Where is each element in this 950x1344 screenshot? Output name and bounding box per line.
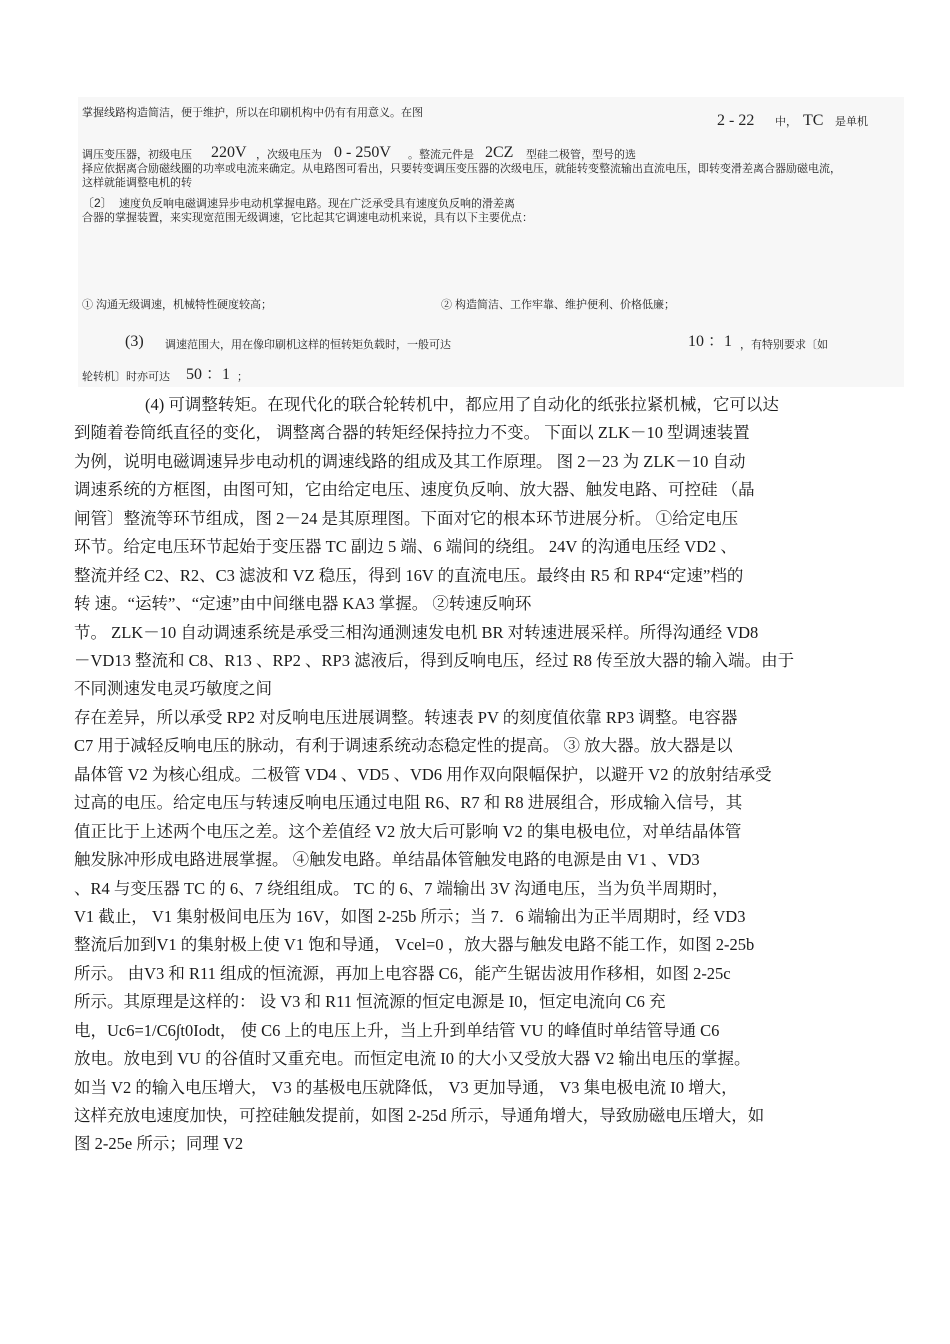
- excerpt-text: 是单机: [835, 116, 868, 128]
- body-line: 整流后加到V1 的集射极上使 V1 饱和导通， Vcel=0 ，放大器与触发电路不能工作，如图 2-25b: [74, 935, 755, 954]
- body-line: －VD13 整流和 C8、R13 、RP2 、RP3 滤液后，得到反响电压，经过 R8 传至放大器的输入端。由于: [74, 651, 795, 670]
- excerpt-line-1: 掌握线路构造简洁，便于维护，所以在印刷机构中仍有有用意义。在图: [82, 107, 423, 119]
- excerpt-line-3: 择应依据离合励磁线圈的功率或电流来确定。从电路图可看出，只要转变调压变压器的次级电压，就能转变整流输出直流电压，即转变滑差离合器励磁电流，: [82, 163, 841, 175]
- body-line: 图 2-25e 所示；同理 V2: [74, 1134, 244, 1153]
- body-line: V1 截止， V1 集射极间电压为 16V，如图 2-25b 所示；当 7．6 端输出为正半周期时，经 VD3: [74, 907, 746, 926]
- excerpt-line-6: 合器的掌握装置，来实现宽范围无级调速，它比起其它调速电动机来说，具有以下主要优点：: [82, 212, 533, 224]
- body-line: C7 用于减轻反响电压的脉动，有利于调速系统动态稳定性的提高。 ③ 放大器。放大器是以: [74, 736, 733, 755]
- excerpt-text: ；: [237, 371, 248, 383]
- section-number: 〔2〕: [82, 196, 113, 210]
- body-line: 闸管〕整流等环节组成，图 2－24 是其原理图。下面对它的根本环节进展分析。 ①给定电压: [74, 509, 739, 528]
- body-line: 整流并经 C2、R2、C3 滤波和 VZ 稳压，得到 16V 的直流电压。最终由 R5 和 RP4“定速”档的: [74, 566, 744, 585]
- body-line: 为例，说明电磁调速异步电动机的调速线路的组成及其工作原理。 图 2－23 为 ZLK－10 自动: [74, 452, 746, 471]
- body-line: 值正比于上述两个电压之差。这个差值经 V2 放大后可影响 V2 的集电极电位，对单结晶体管: [74, 822, 742, 841]
- ratio-10-1: 10 ：1: [688, 333, 733, 350]
- voltage-220: 220V: [211, 144, 247, 161]
- body-line: 晶体管 V2 为核心组成。二极管 VD4 、VD5 、VD6 用作双向限幅保护，以避开 V2 的放射结承受: [74, 765, 772, 784]
- body-line: 节。 ZLK－10 自动调速系统是承受三相沟通测速发电机 BR 对转速进展采样。所得沟通经 VD8: [74, 623, 759, 642]
- excerpt-text: 型硅二极管，型号的选: [526, 149, 636, 161]
- body-line: 所示。 由V3 和 R11 组成的恒流源，再加上电容器 C6，能产生锯齿波用作移相，如图 2-25c: [74, 964, 731, 983]
- ratio-50-1: 50 ：1: [186, 366, 231, 383]
- excerpt-text: 。整流元件是: [408, 149, 474, 161]
- excerpt-text: ，次级电压为: [256, 149, 322, 161]
- body-line: 不同测速发电灵巧敏度之间: [74, 679, 272, 698]
- body-line: 到随着卷筒纸直径的变化， 调整离合器的转矩经保持拉力不变。 下面以 ZLK－10 型调速装置: [74, 423, 750, 442]
- body-line: (4) 可调整转矩。在现代化的联合轮转机中，都应用了自动化的纸张拉紧机械，它可以达: [145, 395, 779, 414]
- advantage-1: ① 沟通无级调速，机械特性硬度较高；: [82, 299, 273, 311]
- label-tc: TC: [803, 112, 824, 129]
- voltage-range: 0 - 250V: [334, 144, 391, 161]
- body-line: 存在差异，所以承受 RP2 对反响电压进展调整。转速表 PV 的刻度值依靠 RP3 调整。电容器: [74, 708, 738, 727]
- excerpt-line-5: 速度负反响电磁调速异步电动机掌握电路。现在广泛承受具有速度负反响的滑差离: [119, 198, 515, 210]
- excerpt-text: 中，: [775, 116, 797, 128]
- excerpt-line-4: 这样就能调整电机的转: [82, 177, 192, 189]
- body-line: 如当 V2 的输入电压增大， V3 的基极电压就降低， V3 更加导通， V3 集电极电流 I0 增大，: [74, 1078, 738, 1097]
- body-line: 环节。给定电压环节起始于变压器 TC 副边 5 端、6 端间的绕组。 24V 的沟通电压经 VD2 、: [74, 537, 737, 556]
- advantage-3: 调速范围大，用在像印刷机这样的恒转矩负载时，一般可达: [165, 339, 451, 351]
- body-line: 触发脉冲形成电路进展掌握。 ④触发电路。单结晶体管触发电路的电源是由 V1 、VD3: [74, 850, 700, 869]
- body-line: 放电。放电到 VU 的谷值时又重充电。而恒定电流 I0 的大小又受放大器 V2 输出电压的掌握。: [74, 1049, 751, 1068]
- advantage-3-number: (3): [125, 333, 144, 350]
- body-line: 过高的电压。给定电压与转速反响电压通过电阻 R6、R7 和 R8 进展组合，形成输入信号，其: [74, 793, 743, 812]
- excerpt-line-2: 调压变压器，初级电压: [82, 149, 192, 161]
- body-line: 电，Uc6=1/C6∫t0Iodt， 使 C6 上的电压上升，当上升到单结管 VU 的峰值时单结管导通 C6: [74, 1021, 720, 1040]
- body-line: 这样充放电速度加快，可控硅触发提前，如图 2-25d 所示，导通角增大，导致励磁电压增大，如: [74, 1106, 765, 1125]
- excerpt-line-9: 轮转机〕时亦可达: [82, 371, 170, 383]
- advantage-2: ② 构造简洁、工作牢靠、维护便利、价格低廉；: [441, 299, 676, 311]
- excerpt-text: ，有特别要求〔如: [740, 339, 828, 351]
- figure-ref: 2 - 22: [717, 112, 755, 129]
- body-line: 转 速。“运转”、“定速”由中间继电器 KA3 掌握。 ②转速反响环: [74, 594, 532, 613]
- body-line: 、R4 与变压器 TC 的 6、7 绕组组成。 TC 的 6、7 端输出 3V 沟通电压，当为负半周期时，: [74, 879, 729, 898]
- diode-model: 2CZ: [485, 144, 514, 161]
- body-line: 调速系统的方框图，由图可知，它由给定电压、速度负反响、放大器、触发电路、可控硅 （晶: [74, 480, 755, 499]
- body-line: 所示。其原理是这样的： 设 V3 和 R11 恒流源的恒定电源是 I0，恒定电流向 C6 充: [74, 992, 666, 1011]
